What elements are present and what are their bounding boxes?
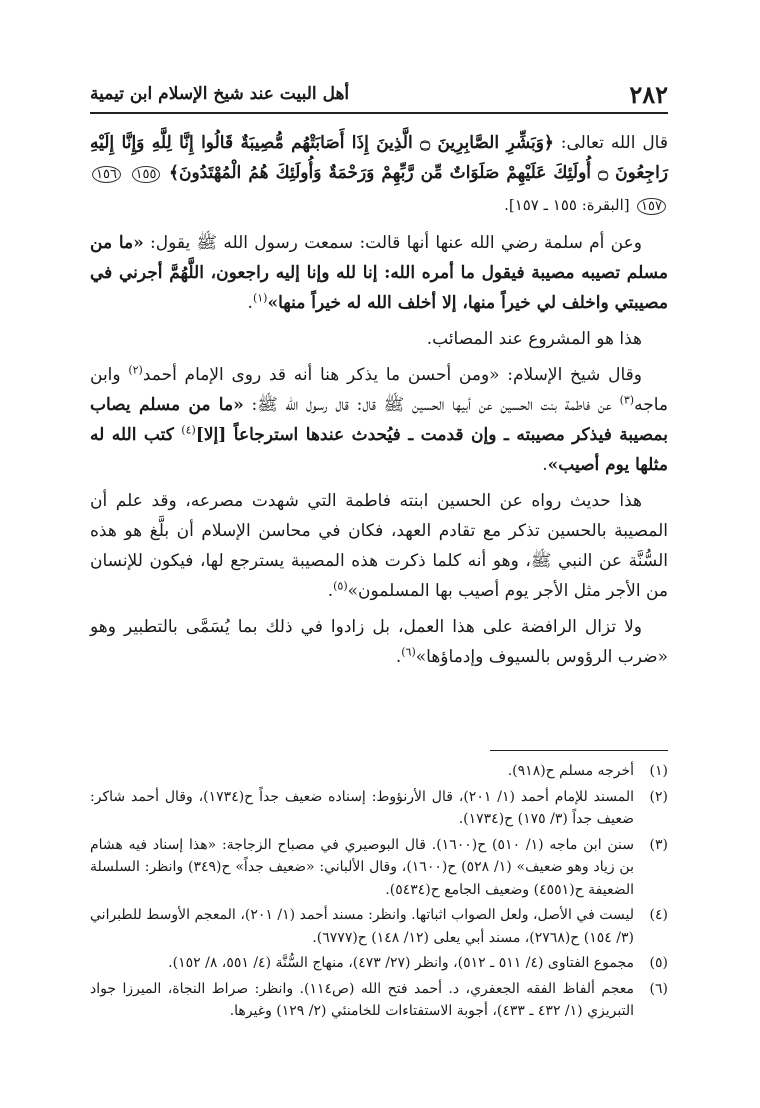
page-number: ٢٨٢	[629, 80, 668, 109]
paragraph-hadith-commentary	[90, 486, 668, 606]
quote-text: عن فاطمة بنت الحسين عن أبيها الحسين ﷺ قال: قال رسول الله ﷺ:	[243, 395, 620, 415]
hadith-text: كتب الله له مثلها يوم أصيب»	[90, 425, 668, 475]
footnote-number: (٤)	[649, 907, 668, 923]
verse-number-156: ١٥٦	[92, 166, 121, 183]
footnote-text: مجموع الفتاوى (٤/ ٥١١ ـ ٥١٢)، وانظر (٢٧/ ٤٧٣)، منهاج السُّنَّة (٤/ ٥٥١، ٨/ ١٥٢).	[168, 955, 634, 971]
page-header	[90, 78, 668, 114]
footnote-text: أخرجه مسلم ح(٩١٨).	[507, 763, 634, 779]
footnote-number: (١)	[649, 763, 668, 779]
running-title: أهل البيت عند شيخ الإسلام ابن تيمية	[90, 84, 350, 104]
verse-number-157: ١٥٧	[637, 198, 666, 215]
footnote-ref-6: (٦)	[401, 645, 416, 659]
footnote-ref-3: (٣)	[619, 393, 635, 407]
footnote-number: (٣)	[649, 836, 668, 853]
hadith-text: «ما من مسلم تصيبه مصيبة فيقول ما أمره الله: إنا لله وإنا إليه راجعون، اللَّهُمَّ أجرني في مصيبتي واخلف لي خيراً منها، إلا أخلف الله له خيراً منها»	[90, 233, 668, 313]
paragraph-rafida	[90, 612, 668, 672]
footnote	[90, 904, 668, 949]
footnote-number: (٢)	[649, 788, 668, 805]
footnote-ref-4: (٤)	[181, 423, 196, 437]
quran-verse: ﴿وَبَشِّرِ الصَّابِرِينَ ۝ الَّذِينَ إِذَا أَصَابَتْهُم مُّصِيبَةٌ قَالُوا إِنَّا لِلَّهِ وَإِنَّا إِلَيْهِ رَاجِعُونَ ۝ أُولَئِكَ عَلَيْهِمْ صَلَوَاتٌ مِّن رَّبِّهِمْ وَرَحْمَةٌ وَأُولَئِكَ هُمُ الْمُهْتَدُونَ﴾	[90, 133, 668, 183]
sentence-end: .	[395, 647, 402, 667]
sentence-end: .	[327, 581, 334, 601]
footnote-text: المسند للإمام أحمد (١/ ٢٠١)، قال الأرنؤوط: إسناده ضعيف جداً ح(١٧٣٤)، وقال أحمد شاكر: ضعيف جداً (٣/ ١٧٥) ح(١٧٣٤).	[90, 788, 634, 827]
footnote	[90, 760, 668, 783]
hadith-text: «ما من مسلم يصاب بمصيبة فيذكر مصيبته ـ وإن قدمت ـ فيُحدث عندها استرجاعاً [إلا]	[90, 395, 668, 445]
footnote	[90, 952, 668, 975]
paragraph-sheikh-quote	[90, 360, 668, 480]
sentence-end: .	[542, 455, 548, 475]
paragraph-prescribed: هذا هو المشروع عند المصائب.	[426, 329, 642, 349]
main-text	[90, 128, 668, 672]
footnote-text: سنن ابن ماجه (١/ ٥١٠) ح(١٦٠٠). قال البوصيري في مصباح الزجاجة: «هذا إسناد فيه هشام بن زياد وهو ضعيف» (١/ ٥٢٨) ح(١٦٠٠)، وقال الألباني: «ضعيف جداً» ح(٣٤٩) وانظر: السلسلة الضعيفة ح(٤٥٥١) وضعيف الجامع ح(٥٤٣٤).	[90, 836, 635, 898]
paragraph-intro: وعن أم سلمة رضي الله عنها أنها قالت: سمعت رسول الله ﷺ يقول:	[143, 233, 642, 253]
verse-reference: [البقرة: ١٥٥ ـ ١٥٧].	[504, 196, 630, 214]
footnote-text: ليست في الأصل، ولعل الصواب اثباتها. وانظر: مسند أحمد (١/ ٢٠١)، المعجم الأوسط للطبراني (٣/ ١٥٤) ح(٢٧٦٨)، مسند أبي يعلى (١٢/ ١٤٨) ح(٦٧٧٧).	[90, 907, 634, 946]
footnote	[90, 978, 668, 1023]
footnote-divider	[490, 750, 668, 751]
footnote-ref-5: (٥)	[333, 579, 348, 593]
footnotes	[90, 760, 668, 1026]
footnote-number: (٦)	[649, 980, 668, 997]
commentary-text: هذا حديث رواه عن الحسين ابنته فاطمة التي شهدت مصرعه، وقد علم أن المصيبة بالحسين تذكر مع تقادم العهد، فكان في محاسن الإسلام أن بلَّغ هو هذه السُّنَّة عن النبي ﷺ، وهو أنه كلما ذكرت هذه المصيبة يسترجع لها، فيكون للإنسان من الأجر مثل الأجر يوم أصيب بها المسلمون»	[90, 491, 668, 601]
quote-text: وقال شيخ الإسلام: «ومن أحسن ما يذكر هنا أنه قد روى الإمام أحمد	[142, 365, 642, 385]
footnote	[90, 834, 668, 902]
footnote	[90, 786, 668, 831]
quote-text: وابن ماجه	[90, 365, 668, 415]
sentence-end: .	[247, 293, 253, 313]
footnote-ref-1: (١)	[252, 291, 268, 305]
verse-number-155: ١٥٥	[132, 166, 161, 183]
paragraph-umm-salama-hadith	[90, 228, 668, 318]
paragraph-text: ولا تزال الرافضة على هذا العمل، بل زادوا في ذلك بما يُسَمَّى بالتطبير وهو «ضرب الرؤوس بالسيوف وإدماؤها»	[90, 617, 668, 667]
footnote-number: (٥)	[649, 955, 668, 971]
footnote-text: معجم ألفاظ الفقه الجعفري، د. أحمد فتح الله (ص١١٤). وانظر: صراط النجاة، الميرزا جواد التبريزي (١/ ٤٣٢ ـ ٤٣٣)، أجوبة الاستفتاءات للخامنئي (٢/ ١٢٩) وغيرها.	[90, 980, 634, 1019]
paragraph-quran-verse	[90, 128, 668, 222]
paragraph-intro: قال الله تعالى:	[553, 133, 668, 153]
footnote-ref-2: (٢)	[128, 363, 143, 377]
